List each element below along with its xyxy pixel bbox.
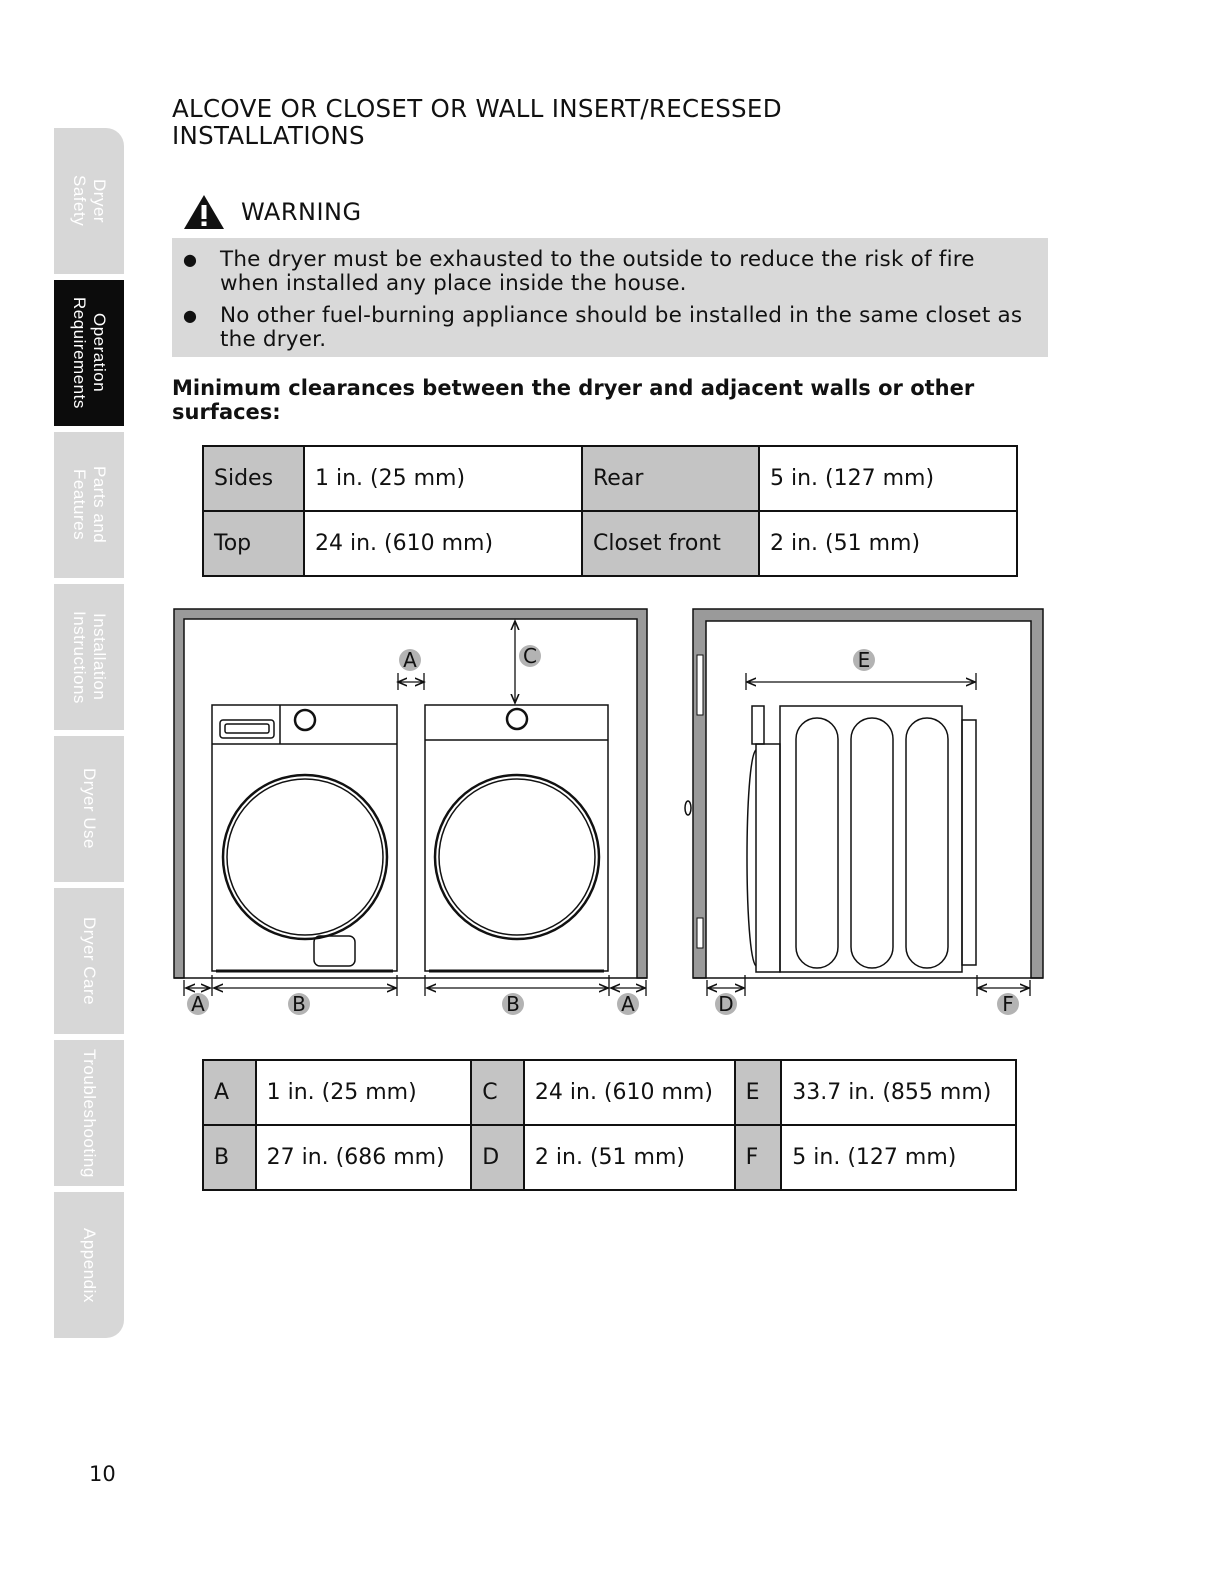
label-a-right [617, 992, 639, 1016]
table-cell: C [471, 1060, 524, 1125]
table-cell: 2 in. (51 mm) [524, 1125, 735, 1190]
tab-dryer-use[interactable]: Dryer Use [54, 736, 124, 882]
svg-text:F: F [1002, 992, 1014, 1016]
warning-label: WARNING [241, 198, 362, 226]
table-cell: Top [203, 511, 304, 576]
label-c [519, 644, 541, 668]
warning-icon [182, 193, 226, 231]
page-number: 10 [89, 1462, 116, 1486]
page-title: ALCOVE OR CLOSET OR WALL INSERT/RECESSED INSTALLATIONS [172, 94, 782, 150]
svg-text:E: E [857, 648, 871, 672]
warning-box [172, 238, 1048, 357]
table-cell: F [735, 1125, 782, 1190]
warning-item: ● No other fuel-burning appliance should be installed in the same closet as the dryer. [220, 304, 1040, 352]
table-cell: D [471, 1125, 524, 1190]
warning-heading [182, 192, 362, 232]
table-cell: 2 in. (51 mm) [759, 511, 1017, 576]
table-cell: Closet front [582, 511, 759, 576]
label-b-left [288, 992, 310, 1016]
tab-installation-instructions[interactable]: Installation Instructions [54, 584, 124, 730]
table-row [203, 1060, 1016, 1125]
tab-appendix[interactable]: Appendix [54, 1192, 124, 1338]
table-cell: 33.7 in. (855 mm) [781, 1060, 1016, 1125]
table-cell: 1 in. (25 mm) [304, 446, 582, 511]
min-clearances-heading: Minimum clearances between the dryer and adjacent walls or other surfaces: [172, 376, 975, 424]
table-cell: B [203, 1125, 256, 1190]
svg-text:B: B [506, 992, 520, 1016]
warning-item: ● The dryer must be exhausted to the outside to reduce the risk of fire when installed any place inside the house. [220, 248, 1040, 296]
front-dimensions [184, 621, 646, 996]
tab-troubleshooting[interactable]: Troubleshooting [54, 1040, 124, 1186]
table-row [203, 446, 1017, 511]
table-cell: E [735, 1060, 782, 1125]
svg-text:D: D [718, 992, 734, 1016]
clearance-diagram [166, 600, 1056, 1030]
table-cell: Rear [582, 446, 759, 511]
table-row [203, 1125, 1016, 1190]
table-row [203, 511, 1017, 576]
dimension-table [202, 1059, 1017, 1191]
svg-text:B: B [292, 992, 306, 1016]
dryer-front-drawing [425, 705, 608, 971]
table-cell: A [203, 1060, 256, 1125]
tab-dryer-care[interactable]: Dryer Care [54, 888, 124, 1034]
washer-drawing [212, 705, 397, 971]
label-b-right [502, 992, 524, 1016]
svg-text:C: C [523, 644, 537, 668]
dryer-side-drawing [685, 706, 976, 972]
tab-parts-and-features[interactable]: Parts and Features [54, 432, 124, 578]
svg-text:A: A [621, 992, 635, 1016]
table-cell: 24 in. (610 mm) [524, 1060, 735, 1125]
table-cell: Sides [203, 446, 304, 511]
table-cell: 24 in. (610 mm) [304, 511, 582, 576]
label-d [715, 992, 737, 1016]
table-cell: 5 in. (127 mm) [781, 1125, 1016, 1190]
table-cell: 27 in. (686 mm) [256, 1125, 472, 1190]
label-e [853, 648, 875, 672]
table-cell: 5 in. (127 mm) [759, 446, 1017, 511]
svg-text:A: A [403, 648, 417, 672]
label-f [997, 992, 1019, 1016]
tab-operation-requirements[interactable]: Operation Requirements [54, 280, 124, 426]
label-a-left [187, 992, 209, 1016]
clearance-table [202, 445, 1018, 577]
table-cell: 1 in. (25 mm) [256, 1060, 472, 1125]
label-a-top [399, 648, 421, 672]
svg-text:A: A [191, 992, 205, 1016]
tab-dryer-safety[interactable]: Dryer Safety [54, 128, 124, 274]
